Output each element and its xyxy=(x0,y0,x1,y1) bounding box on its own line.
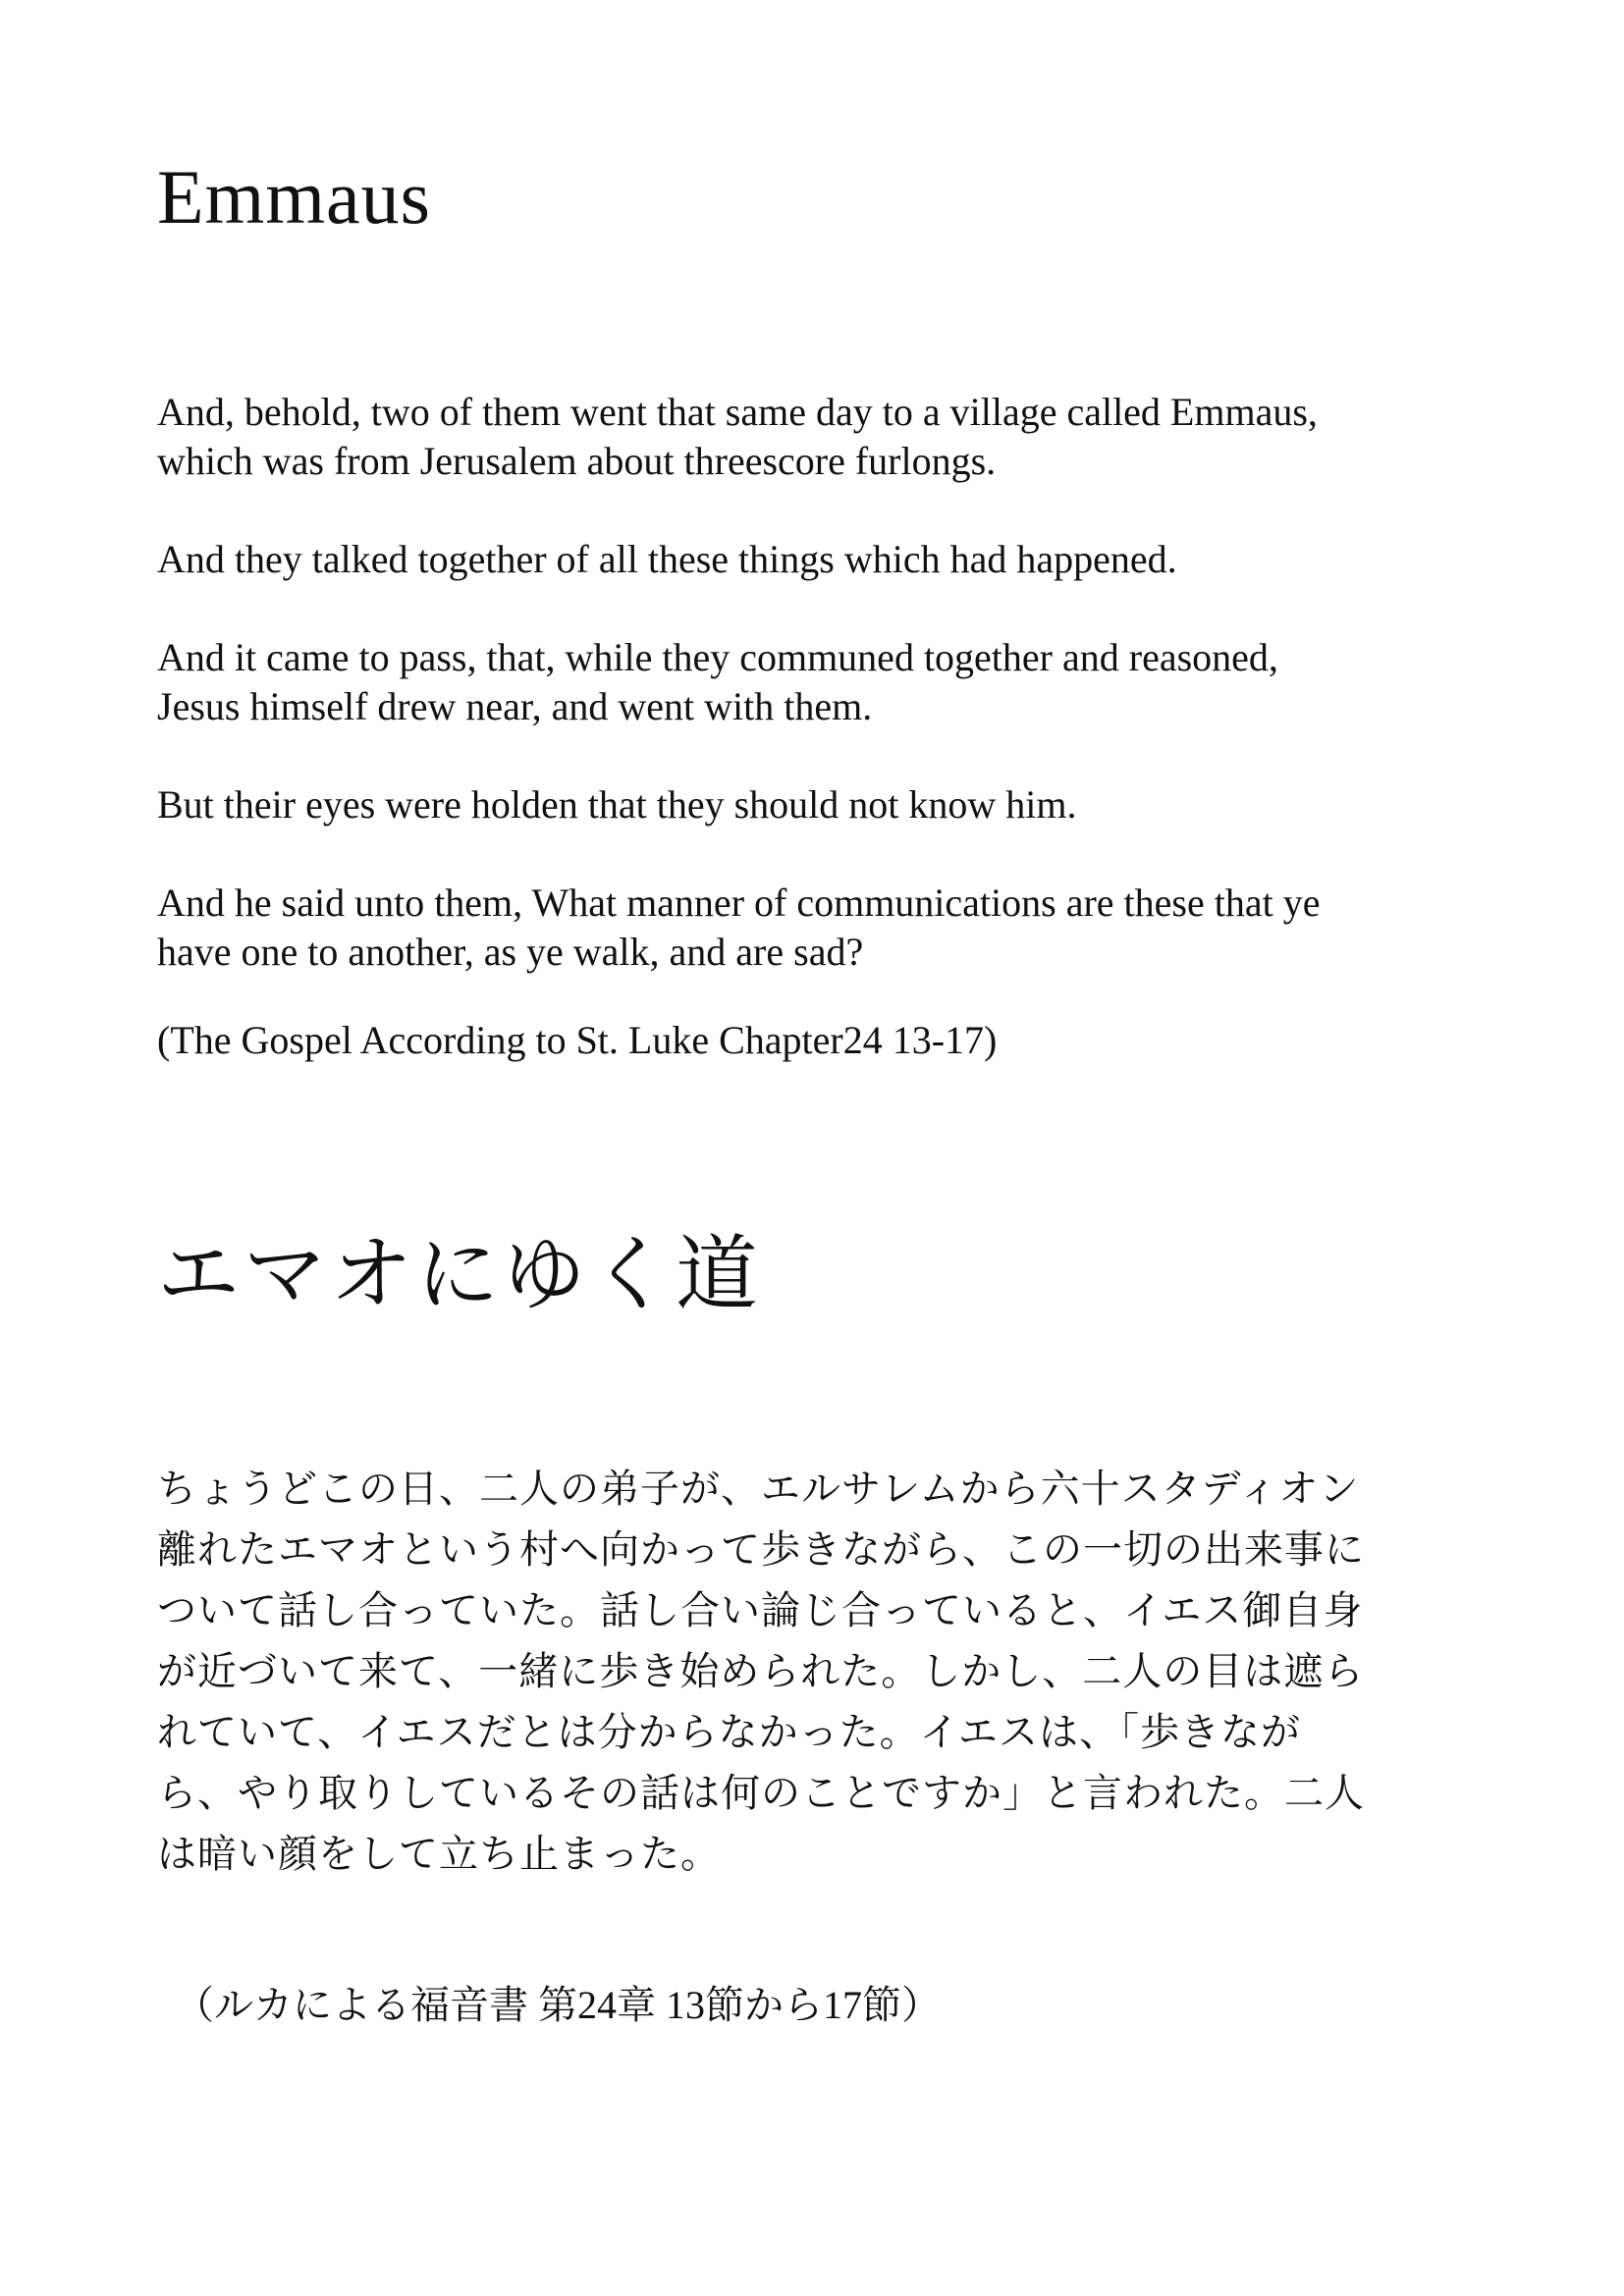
english-paragraph xyxy=(157,633,1492,731)
text-line: は暗い顔をして立ち止まった。 xyxy=(157,1832,721,1876)
japanese-body xyxy=(157,1459,1492,1885)
text-line: which was from Jerusalem about threescore furlongs. xyxy=(157,439,997,483)
citation-text: (The Gospel According to St. Luke Chapter24 13-17) xyxy=(157,1018,998,1062)
english-citation xyxy=(157,1016,1492,1065)
text-line: And they talked together of all these things which had happened. xyxy=(157,537,1177,581)
text-line: Jesus himself drew near, and went with them. xyxy=(157,684,873,728)
japanese-title: エマオにゆく道 xyxy=(157,1230,763,1321)
english-body xyxy=(157,388,1492,1114)
english-title: Emmaus xyxy=(157,154,431,240)
english-paragraph xyxy=(157,879,1492,977)
text-line: But their eyes were holden that they should not know him. xyxy=(157,782,1077,827)
text-line: And he said unto them, What manner of communications are these that ye xyxy=(157,881,1321,925)
text-line: ら、やり取りしているその話は何のことですか」と言われた。二人 xyxy=(157,1771,1365,1815)
text-line: れていて、イエスだとは分からなかった。イエスは、「歩きなが xyxy=(157,1710,1301,1754)
text-line: And, behold, two of them went that same day to a village called Emmaus, xyxy=(157,390,1318,434)
text-line: 離れたエマオという村へ向かって歩きながら、この一切の出来事に xyxy=(157,1527,1365,1572)
text-line: ついて話し合っていた。話し合い論じ合っていると、イエス御自身 xyxy=(157,1588,1364,1632)
text-line: が近づいて来て、一緒に歩き始められた。しかし、二人の目は遮ら xyxy=(157,1649,1365,1693)
japanese-citation: （ルカによる福音書 第24章 13節から17節） xyxy=(175,1983,941,2027)
text-line: ちょうどこの日、二人の弟子が、エルサレムから六十スタディオン xyxy=(157,1467,1360,1511)
text-line: And it came to pass, that, while they communed together and reasoned, xyxy=(157,635,1278,679)
text-line: have one to another, as ye walk, and are sad? xyxy=(157,930,864,974)
english-paragraph xyxy=(157,535,1492,584)
english-paragraph xyxy=(157,388,1492,486)
english-paragraph xyxy=(157,780,1492,829)
